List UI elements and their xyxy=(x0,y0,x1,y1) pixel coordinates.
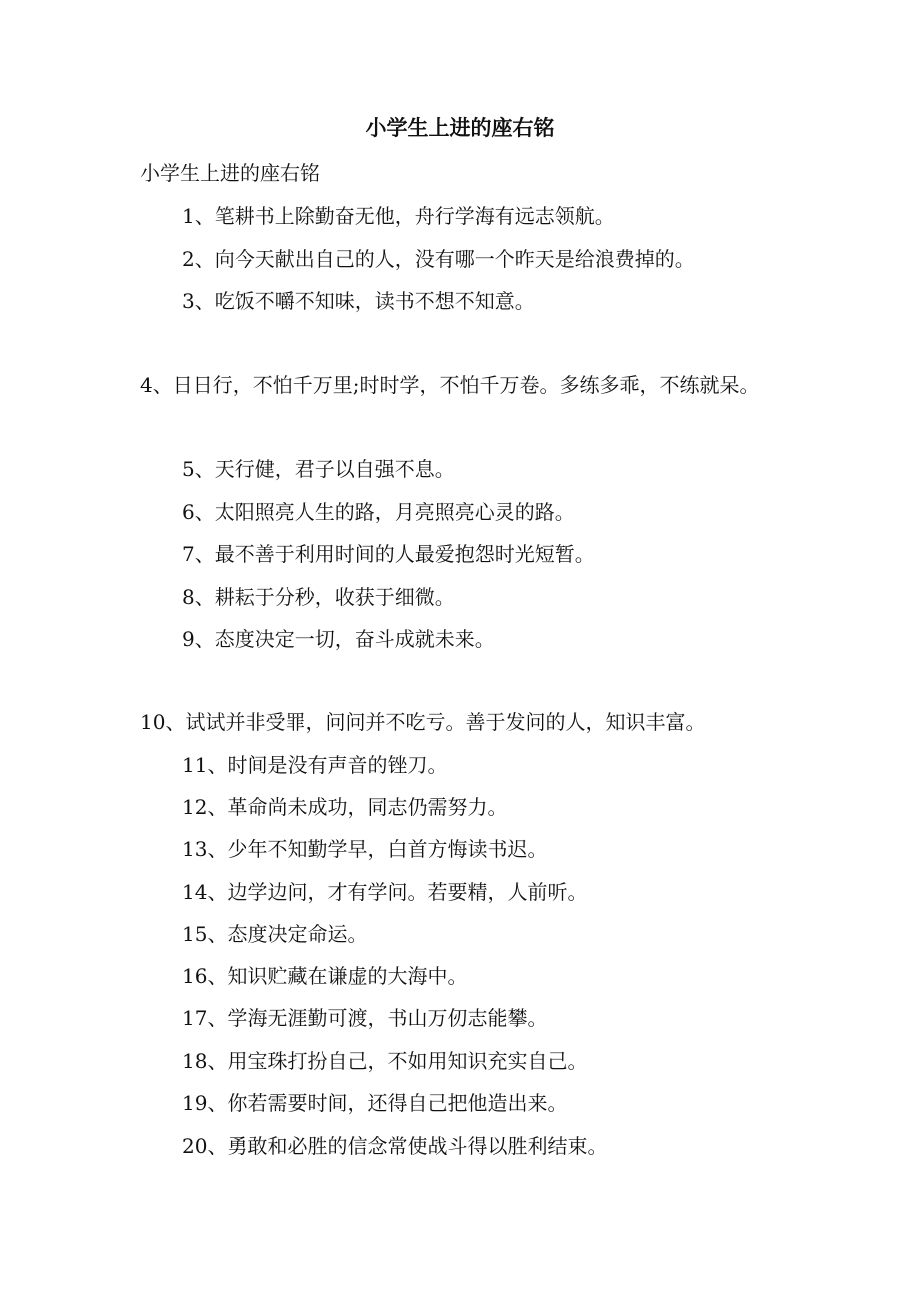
list-item: 1、笔耕书上除勤奋无他，舟行学海有远志领航。 xyxy=(182,204,615,228)
list-item: 17、学海无涯勤可渡，书山万仞志能攀。 xyxy=(182,1006,548,1030)
list-item: 10、试试并非受罪，问问并不吃亏。善于发问的人，知识丰富。 xyxy=(140,710,706,734)
list-item: 15、态度决定命运。 xyxy=(182,922,368,946)
list-item: 19、你若需要时间，还得自己把他造出来。 xyxy=(182,1091,568,1115)
list-item: 11、时间是没有声音的锉刀。 xyxy=(182,753,448,777)
list-item: 13、少年不知勤学早，白首方悔读书迟。 xyxy=(182,837,548,861)
subtitle: 小学生上进的座右铭 xyxy=(140,161,320,185)
list-item: 3、吃饭不嚼不知味，读书不想不知意。 xyxy=(182,289,535,313)
list-item: 18、用宝珠打扮自己，不如用知识充实自己。 xyxy=(182,1049,588,1073)
list-item: 14、边学边问，才有学问。若要精，人前听。 xyxy=(182,880,588,904)
list-item: 2、向今天献出自己的人，没有哪一个昨天是给浪费掉的。 xyxy=(182,247,695,271)
list-item: 6、太阳照亮人生的路，月亮照亮心灵的路。 xyxy=(182,500,575,524)
list-item: 9、态度决定一切，奋斗成就未来。 xyxy=(182,627,495,651)
document-title: 小学生上进的座右铭 xyxy=(365,115,555,140)
list-item: 20、勇敢和必胜的信念常使战斗得以胜利结束。 xyxy=(182,1134,608,1158)
list-item: 16、知识贮藏在谦虚的大海中。 xyxy=(182,964,468,988)
list-item: 4、日日行，不怕千万里;时时学，不怕千万卷。多练多乖，不练就呆。 xyxy=(140,373,760,397)
list-item: 7、最不善于利用时间的人最爱抱怨时光短暂。 xyxy=(182,542,595,566)
list-item: 5、天行健，君子以自强不息。 xyxy=(182,457,455,481)
list-item: 8、耕耘于分秒，收获于细微。 xyxy=(182,585,455,609)
list-item: 12、革命尚未成功，同志仍需努力。 xyxy=(182,795,508,819)
